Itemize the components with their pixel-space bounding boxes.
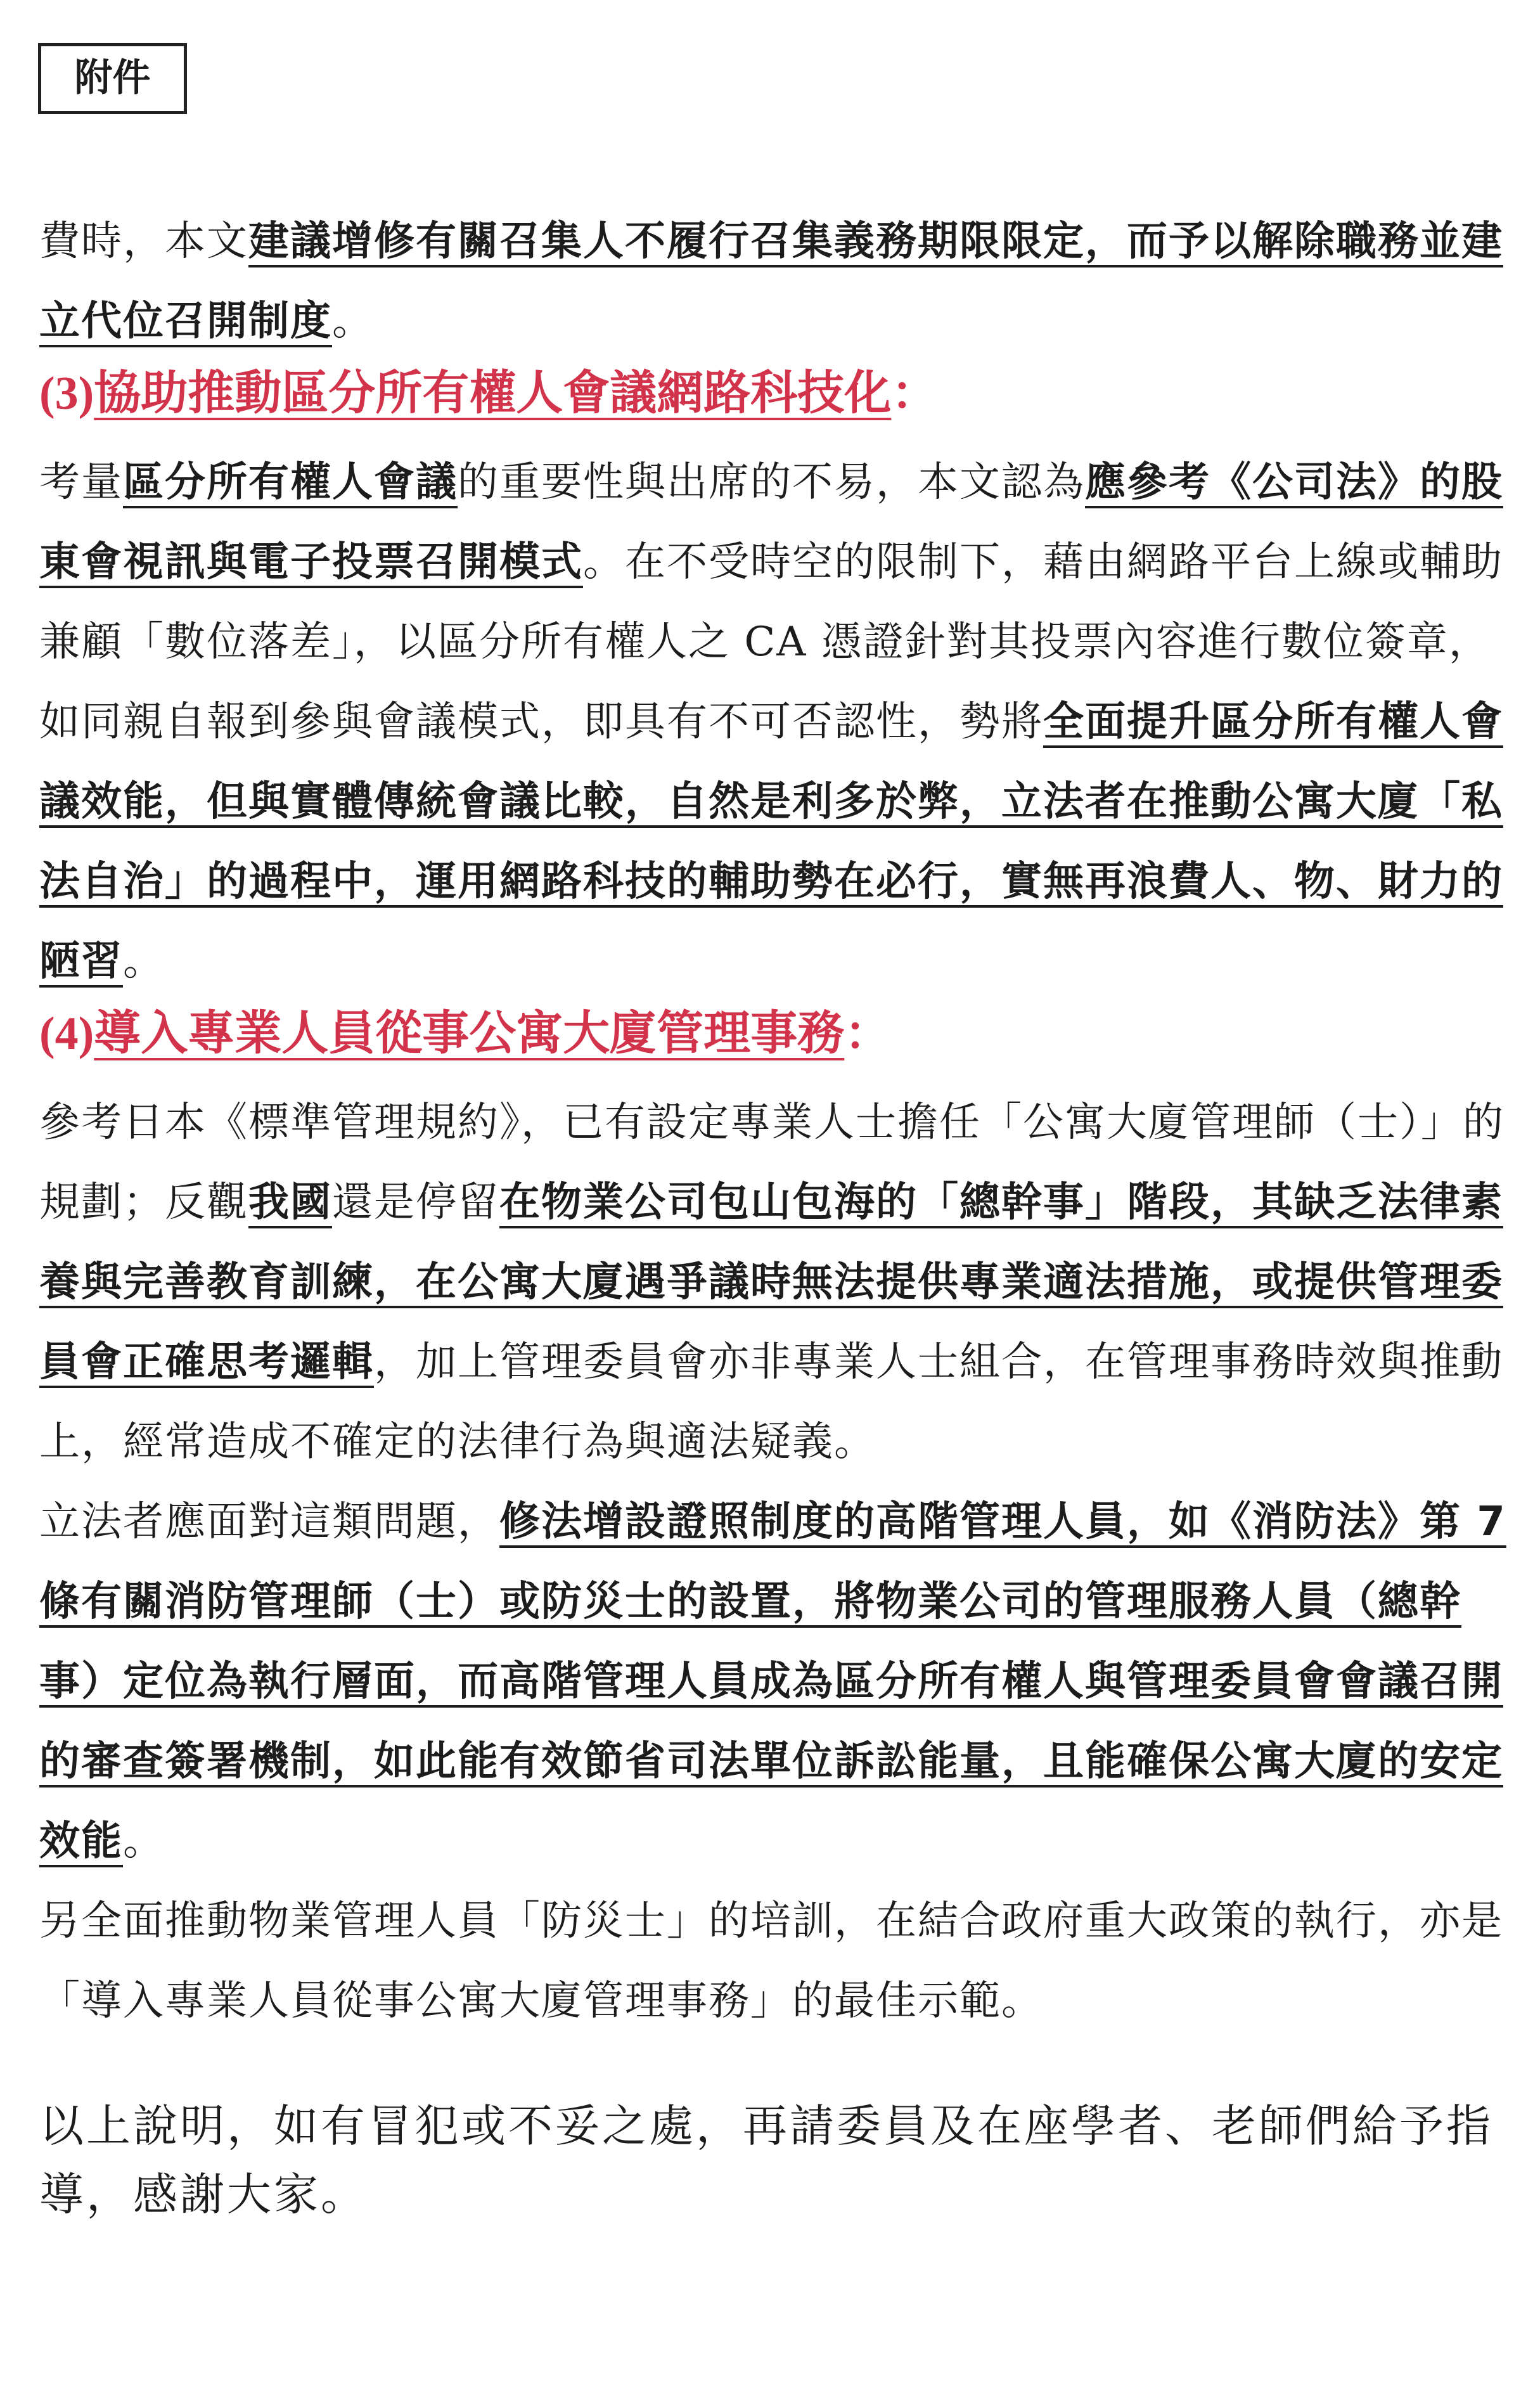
section-4-heading: (4)導入專業人員從事公寓大廈管理事務： <box>39 1006 892 1060</box>
closing-remarks: 以上說明，如有冒犯或不妥之處，再請委員及在座學者、老師們給予指導，感謝大家。 <box>39 2100 1493 2220</box>
intro-paragraph: 費時，本文建議增修有關召集人不履行召集義務期限限定，而予以解除職務並建立代位召開制度。 <box>39 218 1503 345</box>
section-4-paragraph-1: 參考日本《標準管理規約》，已有設定專業人士擔任「公寓大廈管理師（士）」的規劃；反觀我國還是停留在物業公司包山包海的「總幹事」階段，其缺乏法律素養與完善教育訓練，在公寓大廈遇爭議時無法提供專業適法措施，或提供管理委員會正確思考邏輯，加上管理委員會亦非專業人士組合，在管理事務時效與推動上，經常造成不確定的法律行為與適法疑義。 <box>39 1099 1505 1465</box>
section-4-paragraph-3: 另全面推動物業管理人員「防災士」的培訓，在結合政府重大政策的執行，亦是「導入專業人員從事公寓大廈管理事務」的最佳示範。 <box>39 1898 1503 2025</box>
section-3-paragraph: 考量區分所有權人會議的重要性與出席的不易，本文認為應參考《公司法》的股東會視訊與電子投票召開模式。在不受時空的限制下，藉由網路平台上線或輔助兼顧「數位落差」，以區分所有權人之 CA 憑證針對其投票內容進行數位簽章，如同親自報到參與會議模式，即具有不可否認性，勢將全面提升區分所有權人會議效能，但與實體傳統會議比較，自然是利多於弊，立法者在推動公寓大廈「私法自治」的過程中，運用網路科技的輔助勢在必行，實無再浪費人、物、財力的陋習。 <box>39 459 1503 985</box>
section-4-paragraph-2: 立法者應面對這類問題，修法增設證照制度的高階管理人員，如《消防法》第 7 條有關消防管理師（士）或防災士的設置，將物業公司的管理服務人員（總幹事）定位為執行層面，而高階管理人員成為區分所有權人與管理委員會會議召開的審查簽署機制，如此能有效節省司法單位訴訟能量，且能確保公寓大廈的安定效能。 <box>39 1498 1506 1865</box>
attachment-label: 附件 <box>38 43 187 114</box>
section-3-heading: (3)協助推動區分所有權人會議網路科技化： <box>39 366 939 420</box>
